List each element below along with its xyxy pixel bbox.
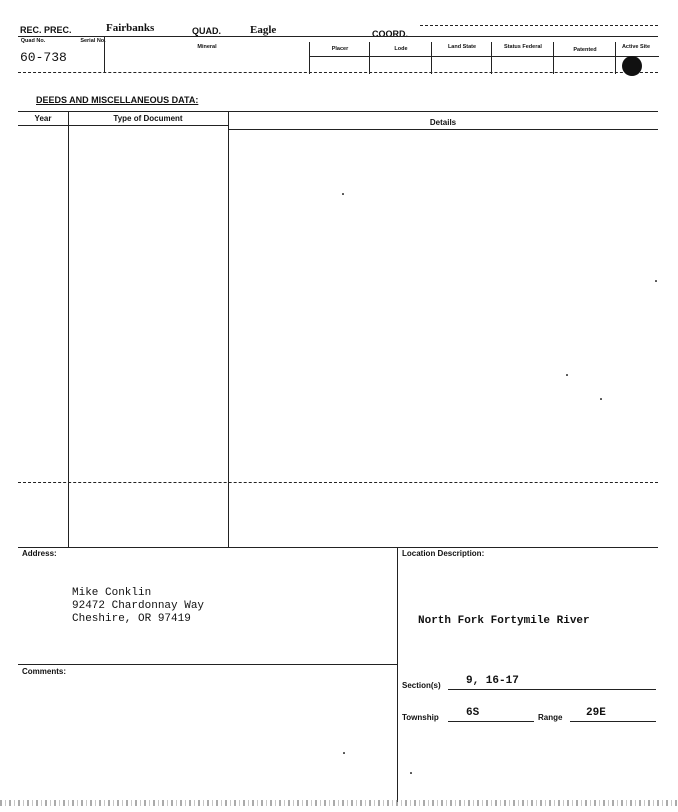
deeds-mid-dashed [18,482,658,483]
header-top-rule [18,36,658,37]
active-site-label: Active Site [621,44,651,50]
header-mid-rule [309,56,659,57]
deeds-header-rule-right [228,129,658,130]
comments-label: Comments: [22,667,67,676]
col-year-header: Year [34,114,52,123]
placer-label: Placer [331,46,349,52]
address-block [72,587,204,626]
sections-label: Section(s) [402,681,441,690]
address-line-2: 92472 Chardonnay Way [72,600,205,612]
serial-no-label: Serial No. [80,38,106,44]
township-value: 6S [466,707,480,719]
scan-speck [566,374,568,376]
lode-label: Lode [394,46,408,52]
scan-noise-strip [0,800,678,806]
rec-prec-value: Fairbanks [106,22,155,34]
scan-speck [343,752,345,754]
quad-value: Eagle [250,24,277,36]
header-dashed-top [420,25,658,26]
township-label: Township [402,713,439,722]
range-blank [570,709,656,722]
lower-center-divider [397,547,398,802]
sections-value: 9, 16-17 [466,675,519,687]
address-line-1: Mike Conklin [72,587,152,599]
status-federal-label: Status Federal [504,44,542,50]
township-blank [448,709,534,722]
quad-no-label: Quad No. [20,38,46,44]
scan-speck [342,193,344,195]
hdr-div-7 [615,42,616,74]
address-line-3: Cheshire, OR 97419 [72,613,191,625]
land-state-label: Land State [447,44,477,50]
scan-speck [655,280,657,282]
deeds-bottom-rule [18,547,658,548]
location-value: North Fork Fortymile River [418,615,590,627]
scan-speck [410,772,412,774]
rec-prec-label: REC. PREC. [20,25,72,35]
active-site-filled-circle [622,56,642,76]
scan-speck [600,398,602,400]
deeds-section-title: DEEDS AND MISCELLANEOUS DATA: [36,95,199,105]
hdr-div-6 [553,42,554,74]
mineral-label: Mineral [197,44,217,50]
location-label: Location Description: [402,549,485,558]
range-value: 29E [586,707,606,719]
serial-value: 60-738 [20,50,67,65]
quad-label: QUAD. [192,26,221,36]
header-bottom-dashed [18,72,658,73]
hdr-div-2 [309,42,310,74]
coord-label: COORD. [372,29,408,39]
hdr-div-5 [491,42,492,74]
deeds-top-rule [18,111,658,112]
deeds-header-rule-left [18,125,228,126]
hdr-div-4 [431,42,432,74]
col-type-header: Type of Document [113,114,183,123]
hdr-div-1 [104,36,105,72]
hdr-div-3 [369,42,370,74]
patented-label: Patented [573,47,597,53]
range-label: Range [538,713,563,722]
comments-top-rule [18,664,397,665]
col-details-header: Details [429,118,457,127]
address-label: Address: [22,549,57,558]
